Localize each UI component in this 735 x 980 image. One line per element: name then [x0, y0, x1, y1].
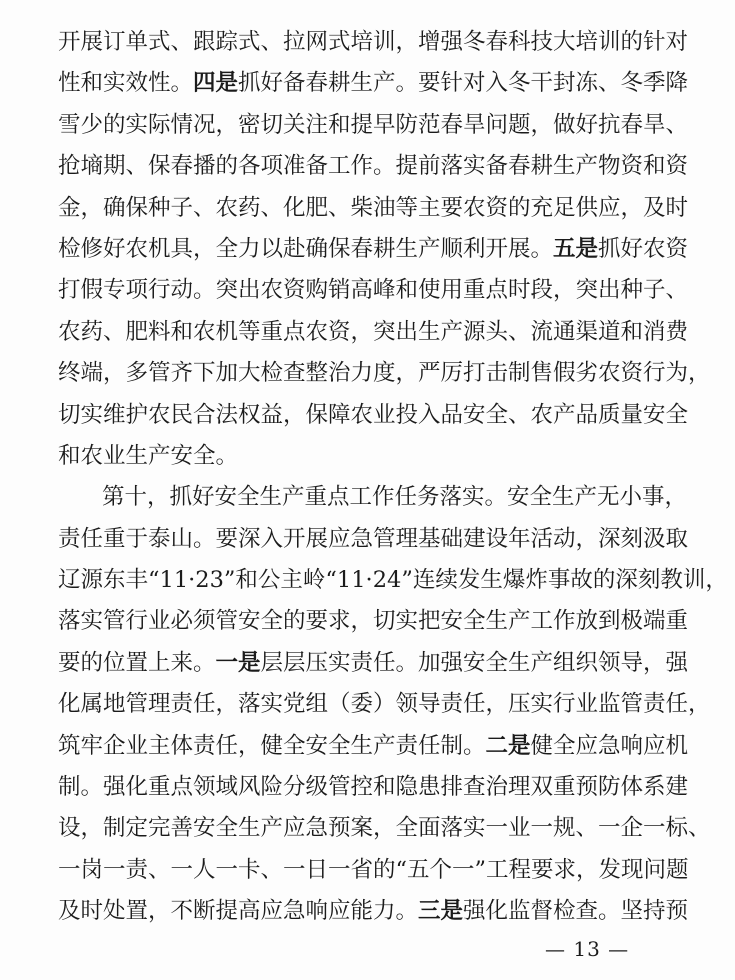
text-line [58, 146, 689, 187]
page-number: — 13 — [545, 937, 630, 961]
text-line [58, 726, 689, 767]
text-line [58, 436, 670, 477]
text-run: 性和实效性。 [58, 70, 194, 97]
bold-keyword: 四是 [193, 70, 239, 97]
text-run: 农药、肥料和农机等重点农资，突出生产源头、流通渠道和消费 [58, 318, 689, 345]
text-line [58, 105, 689, 146]
text-run: 抓好备春耕生产。要针对入冬干封冻、冬季降 [238, 70, 689, 97]
text-run: 抢墒期、保春播的各项准备工作。提前落实备春耕生产物资和资 [58, 153, 689, 180]
text-line [58, 229, 689, 270]
text-run: 强化监督检查。坚持预 [463, 898, 689, 925]
text-run: 及时处置，不断提高应急响应能力。 [58, 898, 419, 925]
bold-keyword: 三是 [418, 898, 464, 925]
text-line [58, 312, 689, 353]
text-run: 第十，抓好安全生产重点工作任务落实。安全生产无小事， [102, 484, 688, 511]
text-line [58, 808, 711, 849]
text-run: 要的位置上来。 [58, 649, 216, 676]
text-line [58, 270, 689, 311]
text-line [58, 684, 711, 725]
text-line [58, 891, 689, 932]
text-line [58, 601, 689, 642]
text-run: 打假专项行动。突出农资购销高峰和使用重点时段，突出种子、 [58, 277, 689, 304]
text-run: 雪少的实际情况，密切关注和提早防范春旱问题，做好抗春旱、 [58, 111, 689, 138]
paragraph [58, 22, 711, 477]
text-run: 检修好农机具，全力以赴确保春耕生产顺利开展。 [58, 235, 554, 262]
text-line [58, 519, 689, 560]
text-run: 落实管行业必须管安全的要求，切实把安全生产工作放到极端重 [58, 608, 689, 635]
text-run: 健全应急响应机 [530, 732, 689, 759]
bold-keyword: 五是 [553, 235, 599, 262]
text-line [58, 560, 728, 601]
text-run: 终端，多管齐下加大检查整治力度，严厉打击制售假劣农资行为， [58, 360, 711, 387]
text-line [58, 188, 689, 229]
text-run: 和农业生产安全。 [58, 442, 239, 469]
text-run: 辽源东丰“11·23”和公主岭“11·24”连续发生爆炸事故的深刻教训， [58, 567, 728, 594]
text-line [58, 395, 689, 436]
text-run: 开展订单式、跟踪式、拉网式培训，增强冬春科技大培训的针对 [58, 29, 689, 55]
text-run: 抓好农资 [598, 235, 689, 262]
bold-keyword: 一是 [215, 649, 261, 676]
text-line [58, 477, 688, 518]
text-run: 筑牢企业主体责任，健全安全生产责任制。 [58, 732, 486, 759]
text-run: 层层压实责任。加强安全生产组织领导，强 [260, 649, 689, 676]
bold-keyword: 二是 [485, 732, 531, 759]
text-line [58, 850, 689, 891]
text-run: 设，制定完善安全生产应急预案，全面落实一业一规、一企一标、 [58, 815, 711, 842]
text-line [58, 643, 689, 684]
text-run: 责任重于泰山。要深入开展应急管理基础建设年活动，深刻汲取 [58, 525, 689, 552]
text-run: 制。强化重点领域风险分级管控和隐患排查治理双重预防体系建 [58, 774, 689, 801]
text-line [58, 63, 689, 104]
body-text [58, 22, 728, 933]
paragraph [58, 477, 728, 932]
text-run: 切实维护农民合法权益，保障农业投入品安全、农产品质量安全 [58, 401, 689, 428]
text-run: 金，确保种子、农药、化肥、柴油等主要农资的充足供应，及时 [58, 194, 689, 221]
text-line [58, 22, 689, 63]
text-line [58, 767, 689, 808]
text-run: 一岗一责、一人一卡、一日一省的“五个一”工程要求，发现问题 [58, 856, 689, 883]
text-line [58, 353, 711, 394]
text-run: 化属地管理责任，落实党组（委）领导责任，压实行业监管责任， [58, 691, 711, 718]
